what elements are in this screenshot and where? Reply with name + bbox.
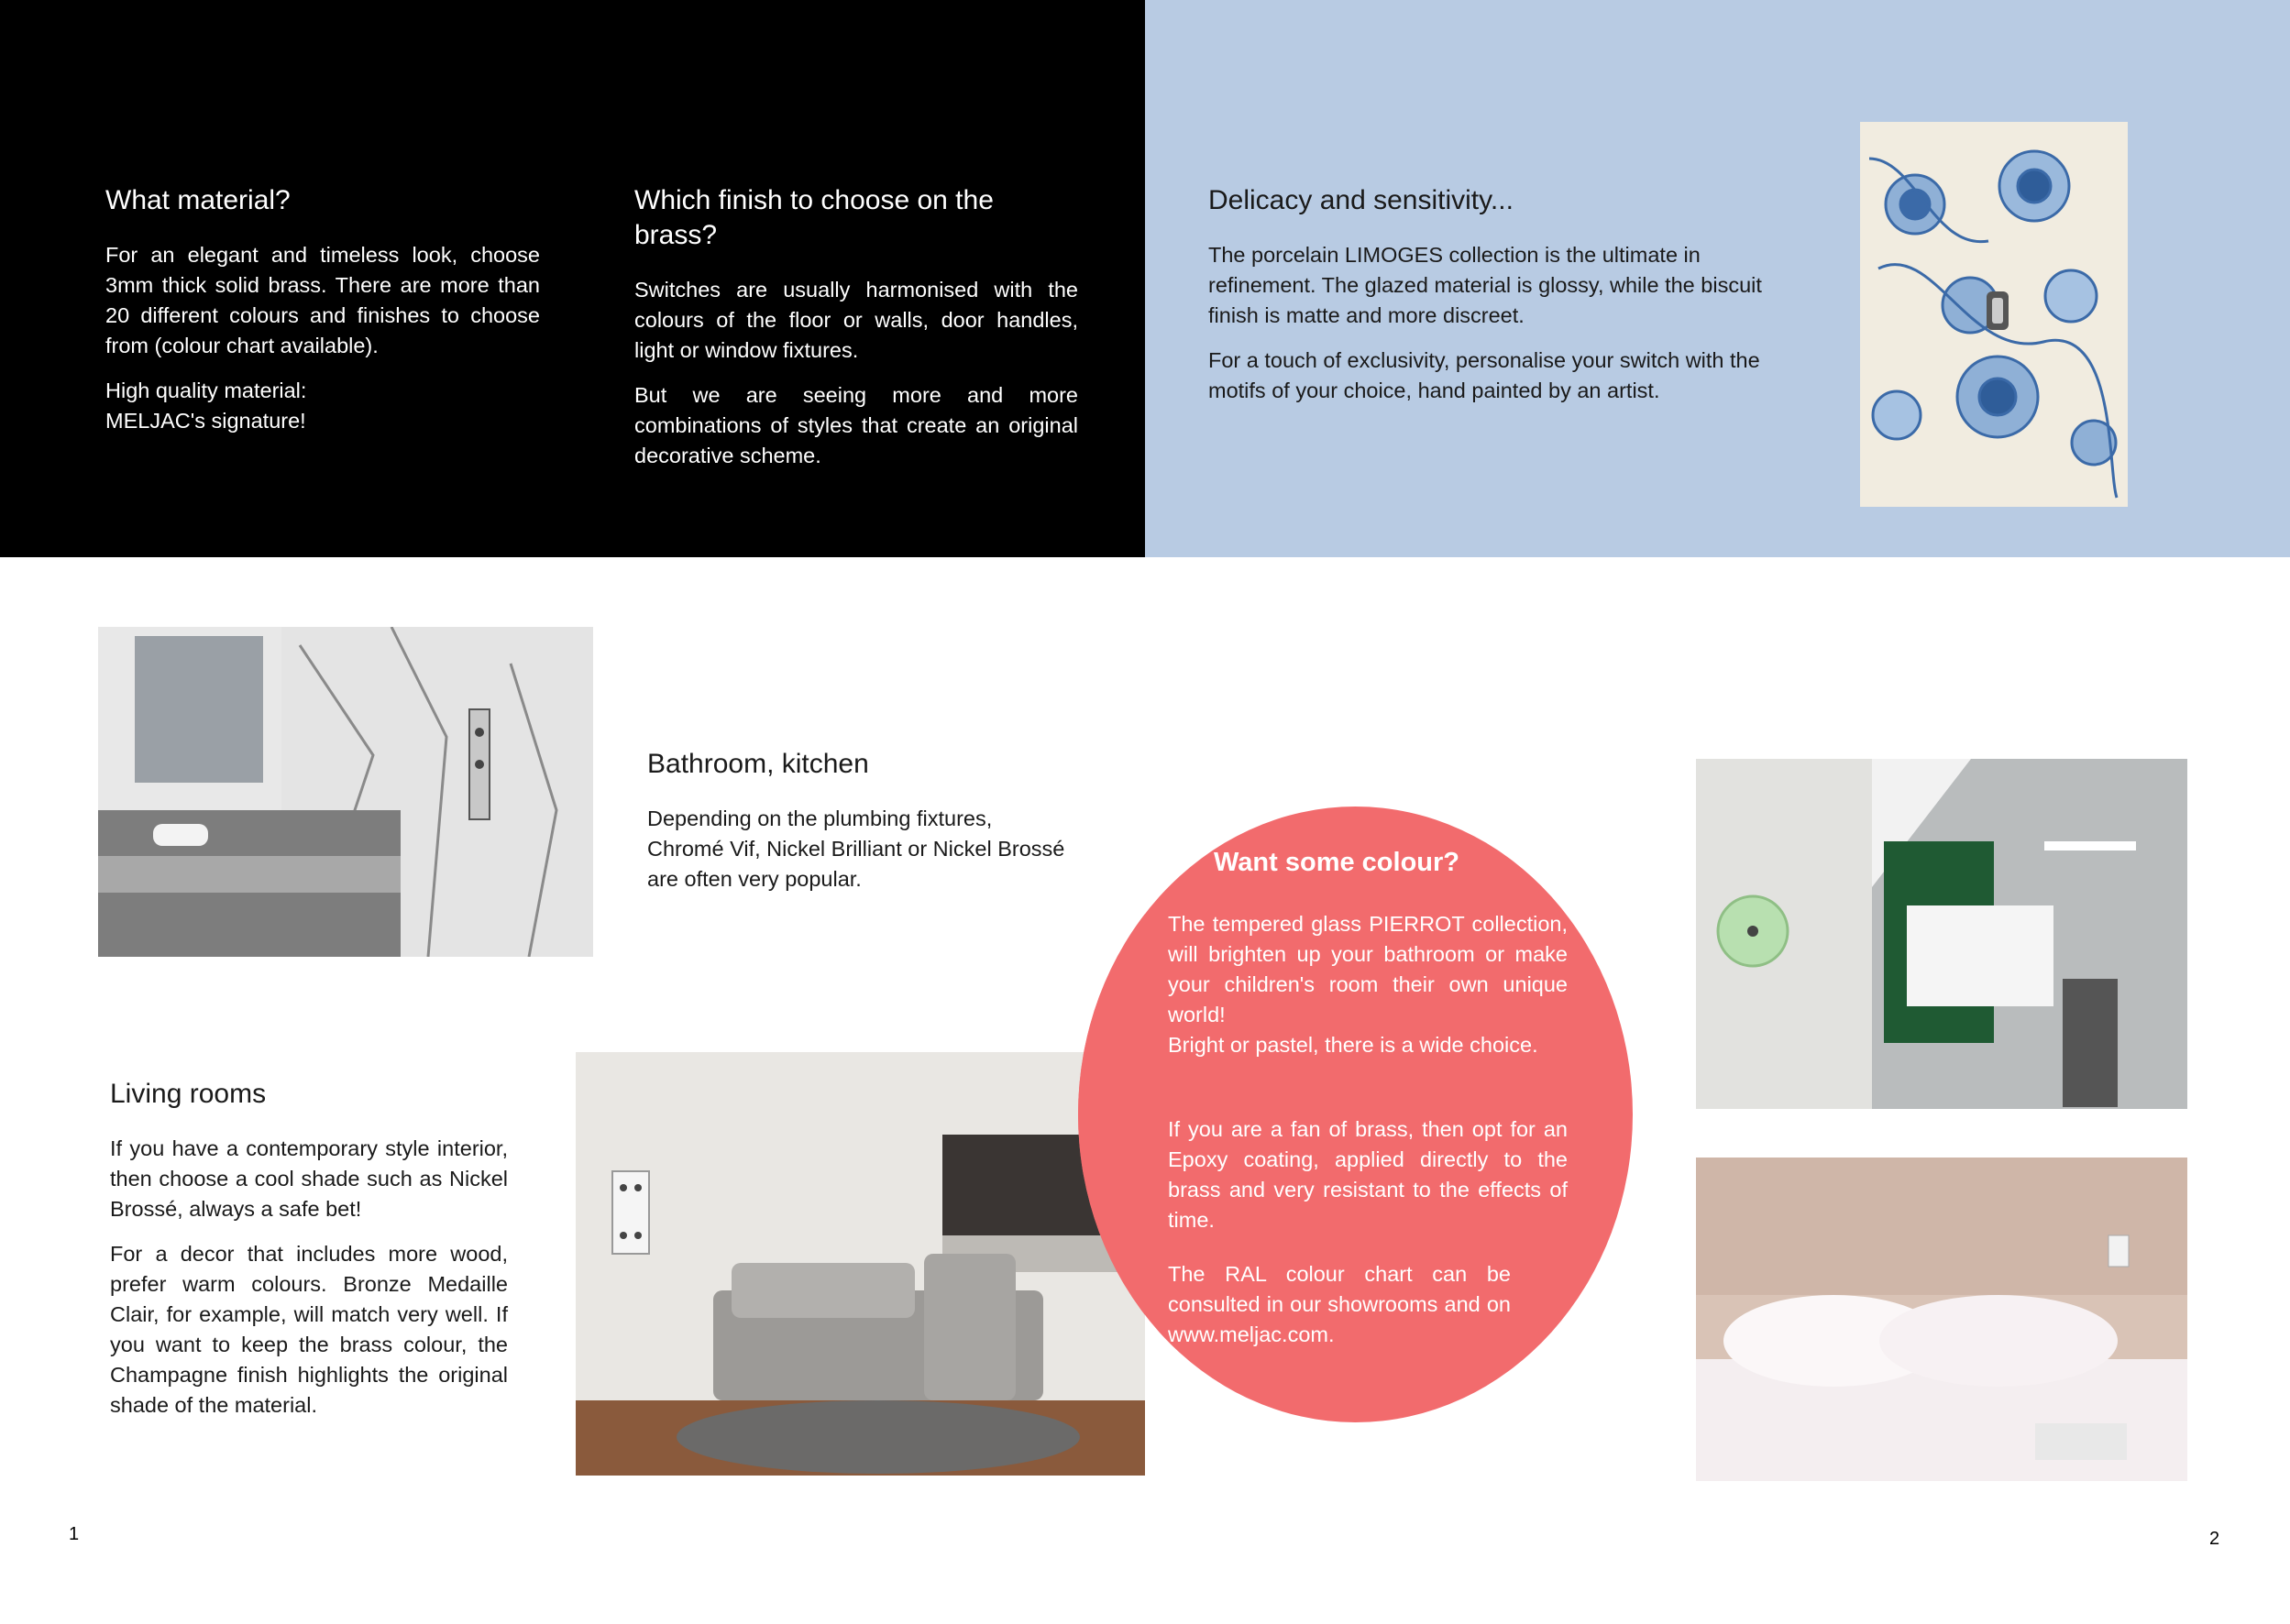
page-number-right: 2 [2209,1529,2220,1549]
living-title: Living rooms [110,1079,267,1109]
colour-body-3 [1168,1259,1511,1365]
material-paragraph-2a: High quality material: [105,379,307,402]
colour-paragraph-2: If you are a fan of brass, then opt for an Epoxy coating, applied directly to the brass and very resistant to the effects of time. [1168,1117,1568,1232]
colour-paragraph-1b: Bright or pastel, there is a wide choice. [1168,1033,1538,1057]
material-paragraph-2b: MELJAC's signature! [105,409,306,433]
bathroom-paragraph-1: Depending on the plumbing fixtures, Chromé Vif, Nickel Brilliant or Nickel Brossé are often very popular. [647,807,1065,891]
delicacy-section [1208,183,1777,421]
colour-body [1168,909,1568,1075]
delicacy-paragraph-2: For a touch of exclusivity, personalise your switch with the motifs of your choice, hand painted by an artist. [1208,348,1760,402]
material-title: What material? [105,185,291,215]
childrens-bathroom-photo [1696,759,2187,1109]
living-paragraph-2: For a decor that includes more wood, prefer warm colours. Bronze Medaille Clair, for example, will match very well. If you want to keep the brass colour, the Champagne finish highlights the original shade of the material. [110,1242,508,1417]
colour-paragraph-3: The RAL colour chart can be consulted in our showrooms and on www.meljac.com. [1168,1262,1511,1346]
bathroom-title: Bathroom, kitchen [647,749,869,779]
finish-paragraph-2: But we are seeing more and more combinations of styles that create an original decorative scheme. [634,383,1078,467]
colour-paragraph-1: The tempered glass PIERROT collection, will brighten up your bathroom or make your children's room their own unique world! [1168,912,1568,1026]
porcelain-switch-photo [1860,122,2128,507]
material-paragraph-1: For an elegant and timeless look, choose 3mm thick solid brass. There are more than 20 different colours and finishes to choose from (colour chart available). [105,243,540,357]
finish-title: Which finish to choose on the brass? [634,185,994,250]
delicacy-title: Delicacy and sensitivity... [1208,185,1514,215]
colour-section [1168,848,1571,898]
finish-paragraph-1: Switches are usually harmonised with the colours of the floor or walls, door handles, light or window fixtures. [634,278,1078,362]
page-number-left: 1 [69,1524,80,1544]
colour-body-2 [1168,1114,1568,1250]
bedroom-photo [1696,1158,2187,1481]
delicacy-paragraph-1: The porcelain LIMOGES collection is the ultimate in refinement. The glazed material is glossy, while the biscuit finish is matte and more discreet. [1208,243,1762,327]
living-paragraph-1: If you have a contemporary style interior, then choose a cool shade such as Nickel Brossé, always a safe bet! [110,1136,508,1221]
colour-title: Want some colour? [1214,848,1459,877]
